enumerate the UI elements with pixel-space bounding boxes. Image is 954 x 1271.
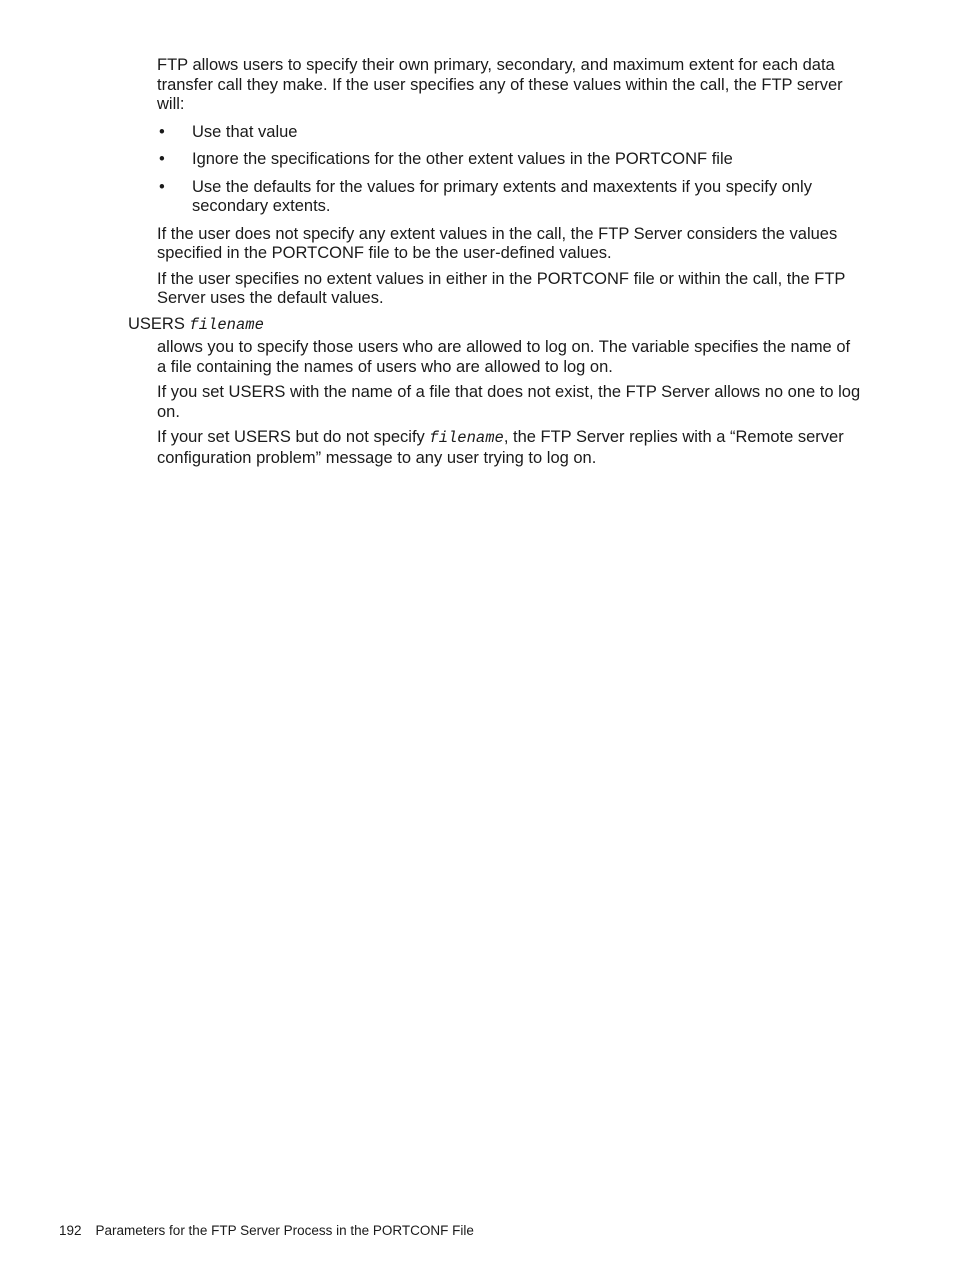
term-keyword: USERS [128,314,185,333]
filename-variable: filename [429,429,504,447]
users-term-heading [128,315,834,336]
footer-title: Parameters for the FTP Server Process in the PORTCONF File [95,1223,474,1238]
text-after: , the FTP Server replies with a “Remote server configuration problem” message to any user trying to log on. [157,428,844,467]
list-item-text: Use the defaults for the values for primary extents and maxextents if you specify only secondary extents. [192,177,812,215]
server-behavior-list [157,123,863,217]
users-description: allows you to specify those users who are allowed to log on. The variable specifies the name of a file containing the names of users who are allowed to log on. [157,338,851,376]
list-item [157,178,863,217]
bullet-icon: • [159,177,165,196]
intro-paragraph: FTP allows users to specify their own primary, secondary, and maximum extent for each data transfer call they make. If the user specifies any of these values within the call, the FTP server will: [157,56,843,113]
users-no-filename-paragraph [157,428,863,468]
no-values-paragraph: If the user specifies no extent values in either in the PORTCONF file or within the call, the FTP Server uses the default values. [157,269,846,307]
term-variable: filename [189,315,264,334]
list-item-text: Use that value [192,122,298,141]
text-before: If your set USERS but do not specify [157,428,430,446]
bullet-icon: • [159,150,165,168]
users-nonexistent-paragraph: If you set USERS with the name of a file that does not exist, the FTP Server allows no one to log on. [157,383,861,421]
bullet-icon: • [159,122,165,141]
page-footer [59,1222,474,1240]
page-number: 192 [59,1223,82,1238]
no-extent-paragraph: If the user does not specify any extent values in the call, the FTP Server considers the values specified in the PORTCONF file to be the user-defined values. [157,224,838,262]
page-content [128,56,863,474]
list-item [157,150,863,170]
list-item [157,123,863,143]
list-item-text: Ignore the specifications for the other extent values in the PORTCONF file [192,150,733,168]
